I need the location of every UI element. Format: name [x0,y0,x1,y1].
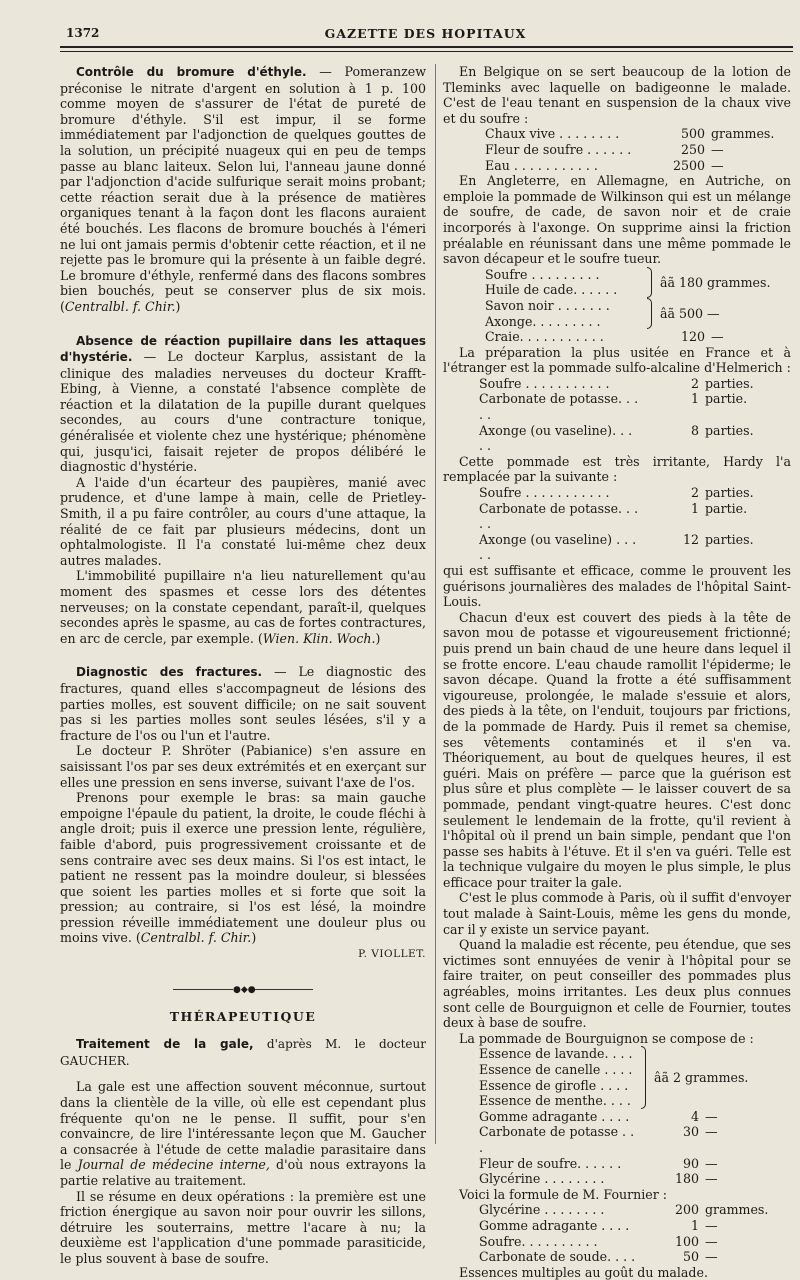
quantity: 2 [690,375,699,391]
unit: — [705,1124,718,1140]
ingredient: Axonge. . . . . . . . . [485,313,601,329]
citation: Journal de médecine interne, [77,1157,270,1173]
unit: grammes. [705,1202,769,1218]
paragraph: Le docteur P. Shröter (Pabianice) s'en assure en saisissant l'os par ses deux extrémités et en exerçant sur elles une pression en sens inverse, suivant l'axe de l'os. [60,743,426,790]
unit: — [705,1155,718,1171]
quantity: 12 [682,531,699,547]
article-title: Diagnostic des fractures. [76,665,263,680]
paragraph [60,568,426,646]
citation-close: ) [375,630,381,646]
unit: — [711,157,724,173]
ingredient: Chaux vive . . . . . . . . [485,126,620,142]
quantity: 100 [674,1233,699,1249]
ingredient: Soufre . . . . . . . . . . . [479,375,610,391]
formula-group [485,267,791,298]
quantity: 90 [682,1155,699,1171]
paragraph: Chacun d'eux est couvert des pieds à la tête de savon mou de potasse et vigoureusement frictionné; puis prend un bain chaud de une heure dans lequel il se frotte encore. L'eau chaude ramollit l'épiderme; le savon décape. Quand la frotte a été suffisamment vigoureuse, prolongée, le malade s'essuie et alors, des pieds à la tête, on l'enduit, toujours par frictions, de la pommade de Hardy. Puis il remet sa chemise, ses vêtements contaminés et il s'en va. Théoriquement, au bout de quelques heures, il est guéri. Mais on préfère — parce que la guérison est plus sûre et plus complète — le laisser couvert de sa pommade, pendant vingt-quatre heures. C'est donc seulement le lendemain de la frotte, qu'il revient à l'hôpital où il prend un bain simple, pendant que l'on passe ses habits à l'étuve. Et il s'en va guéri. Telle est la technique vulgaire du moyen le plus simple, le plus efficace pour traiter la gale. [443,609,791,890]
article-bromure [60,64,426,315]
formula-quantity: âã 180 grammes. [660,274,771,290]
header-rule-thin [60,51,793,52]
quantity: 200 [674,1202,699,1218]
formula-fournier [479,1202,768,1264]
formula-row [479,1249,768,1265]
paragraph: Essences multiples au goût du malade. [459,1264,708,1280]
ingredient: Carbonate de potasse. . . . . [479,391,639,423]
ingredient: Essence de lavande. . . . [479,1046,633,1062]
unit: — [705,1249,718,1265]
ingredient: Essence de girofle . . . . [479,1077,629,1093]
formula-group [485,298,791,329]
quantity: 180 [674,1171,699,1187]
article-text: — Pomeranzew préconise le nitrate d'argent en solution à 1 p. 100 comme moyen de s'assurer de l'état de pureté de bromure d'éthyle. S'il est impur, il se forme immédiatement par l'adjonction de quelques gouttes de la solution, un précipité nuageux qui en peu de temps passe au blanc laiteux. Selon lui, l'anneau jaune donné par l'adjonction d'acide sulfurique serait moins probant; cette réaction serait due à la présence de matières organiques tenant à la façon dont les flacons auraient été bouchés. Les flacons de bromure bouchés à l'émeri ne lui ont jamais permis d'obtenir cette réaction, et il ne rejette pas le bromure qui la présente à un faible degré. Le bromure d'éthyle, renfermé dans des flacons sombres bien bouchés, peut se conserver plus de six mois. ( [60,64,426,314]
ingredient: Soufre . . . . . . . . . [485,266,600,282]
quantity: 1 [690,1217,699,1233]
formula-group [479,1046,791,1108]
paragraph-text: La gale est une affection souvent méconnue, surtout dans la clientèle de la ville, où elle est cependant plus fréquente qu'on ne le pense. Il suffit, pour s'en convaincre, de lire l'intéressante leçon que M. Gaucher a consacrée à l'étude de cette maladie parasitaire dans le [60,1079,426,1173]
quantity: 1 [690,391,699,407]
formula-quantity: âã 2 grammes. [654,1069,749,1085]
formula-row [479,1156,718,1172]
quantity: 500 [680,126,705,142]
formula-row [479,1171,718,1187]
paragraph: Voici la formule de M. Fournier : [459,1186,668,1202]
article-text: — Le docteur Karplus, assistant de la clinique des maladies nerveuses du docteur Krafft-Ebing, à Vienne, a constaté l'absence complète de réaction et la dilatation de la pupille durant quelques secondes, au cours d'une contracture tonique, généralisée et violente chez une hystérique; phénomène qui, jusqu'ici, faisait rejeter de propos délibéré le diagnostic d'hystérie. [60,349,426,475]
formula-row [479,1202,768,1218]
ingredient: Craie. . . . . . . . . . . [485,329,604,345]
section-heading: THÉRAPEUTIQUE [169,1008,317,1024]
quantity: 1 [690,500,699,516]
ingredient: Soufre. . . . . . . . . . [479,1233,598,1249]
article-gale-title [60,1036,426,1069]
quantity: 30 [682,1124,699,1140]
article-title: Traitement de la gale, [76,1037,254,1052]
paragraph [60,1079,426,1188]
formula-row [479,1109,718,1125]
article-title: Absence de réaction pupillaire dans les attaques d'hystérie. [60,333,426,365]
unit: — [705,1108,718,1124]
formula-row [479,532,754,563]
paragraph: qui est suffisante et efficace, comme le prouvent les guérisons journalières des malades de l'hôpital Saint-Louis. [443,563,791,610]
article-text: — Le diagnostic des fractures, quand elles s'accompagneut de lésions des parties molles, est souvent difficile; on ne sait souvent pas si les parties molles sont seules lésées, s'il y a fracture de l'os ou l'un et l'autre. [60,664,426,743]
unit: parties. [705,485,754,501]
ingredient: Essence de menthe. . . . [479,1093,631,1109]
citation-close: ) [251,930,257,946]
citation: Centralbl. f. Chir. [64,298,176,314]
page-number: 1372 [66,26,100,40]
ingredient: Gomme adragante . . . . [479,1108,630,1124]
formula-tleminks [485,126,774,173]
ingredient: Carbonate de potasse . . . [479,1124,635,1155]
quantity: 120 [680,329,705,345]
formula-row [479,376,754,392]
column-divider [435,64,436,1144]
quantity: 8 [690,422,699,438]
paragraph-text: Prenons pour exemple le bras: sa main gauche empoigne l'épaule du patient, la droite, le coude fléchi à angle droit; puis il exerce une pression lente, régulière, faible d'abord, puis progressivement croissante et de sens contraire avec ses deux mains. Si l'os est intact, le patient ne ressent pas la moindre douleur, si blessées que soient les parties molles et si forte que soit la pression; au contraire, si l'os est lésé, la moindre pression réveille immédiatement une douleur plus ou moins vive. ( [60,790,426,946]
unit: parties. [705,422,754,438]
formula-row [479,485,754,501]
paragraph-text: d'où nous extrayons la partie relative au traitement. [60,1157,427,1188]
article-fractures [60,664,426,743]
formula-row [479,391,754,422]
ingredient: Essence de canelle . . . . [479,1062,633,1077]
article-title: Contrôle du bromure d'éthyle. [76,65,307,79]
unit: parties. [705,531,754,547]
formula-row [485,142,774,158]
formula-wilkinson [485,267,791,345]
formula-helmerich [479,376,754,454]
journal-title: GAZETTE DES HOPITAUX [324,26,527,41]
ingredient: Savon noir . . . . . . . [485,297,610,313]
quantity: 50 [682,1249,699,1265]
formula-quantity: âã 500 — [660,305,720,321]
quantity: 2500 [672,157,705,173]
paragraph: En Belgique on se sert beaucoup de la lotion de Tleminks avec laquelle on badigeonne le malade. C'est de l'eau tenant en suspension de la chaux vive et du soufre : [443,64,791,126]
quantity: 250 [680,141,705,157]
right-column [443,64,791,1280]
formula-row [479,1124,718,1155]
ingredient: Fleur de soufre . . . . . . [485,141,632,157]
formula-hardy [479,485,754,563]
ingredient: Gomme adragante . . . . [479,1217,630,1233]
unit: — [705,1217,718,1233]
paragraph: C'est le plus commode à Paris, où il suffit d'envoyer tout malade à Saint-Louis, même les gens du monde, car il y existe un service payant. [443,890,791,937]
formula-row [485,126,774,142]
paragraph: En Angleterre, en Allemagne, en Autriche, on emploie la pommade de Wilkinson qui est un mélange de soufre, de cade, de savon noir et de craie incorporés à l'axonge. On supprime ainsi la friction préalable en réunissant dans une même pommade le savon décapeur et le soufre tueur. [443,173,791,267]
paragraph: Quand la maladie est récente, peu étendue, que ses victimes sont ennuyées de venir à l'hôpital pour se faire traiter, on peut conseiller des pommades plus agréables, moins irritantes. Les deux plus connues sont celle de Bourguignon et celle de Fournier, toutes deux à base de soufre. [443,937,791,1031]
left-column [60,64,426,1267]
article-subtitle: d'après M. le docteur GAUCHER. [60,1037,426,1068]
paragraph: La préparation la plus usitée en France et à l'étranger est la pommade sulfo-alcaline d'Helmerich : [443,344,791,376]
formula-row [479,501,754,532]
unit: partie. [705,391,748,407]
paragraph [60,790,426,946]
ingredient: Glycérine . . . . . . . . [479,1171,605,1187]
section-ornament: ●◆● [173,985,313,995]
unit: parties. [705,375,754,391]
paragraph: Cette pommade est très irritante, Hardy l'a remplacée par la suivante : [443,453,791,485]
author-signature: P. VIOLLET. [358,948,426,961]
ingredient: Carbonate de potasse. . . . . [479,500,639,532]
formula-row [479,1234,768,1250]
quantity: 4 [690,1108,699,1124]
formula-bourguignon [479,1046,791,1186]
formula-row [485,158,774,174]
ingredient: Glycérine . . . . . . . . [479,1202,605,1218]
paragraph-text: L'immobilité pupillaire n'a lieu naturellement qu'au moment des spasmes et cesse lors des détentes nerveuses; on la constate cependant, paraît-il, quelques secondes après le spasme, au cas de fortes contractures, en arc de cercle, par exemple. ( [60,568,426,646]
ingredient: Carbonate de soude. . . . [479,1249,636,1265]
citation: Centralbl. f. Chir. [140,930,252,946]
paragraph: A l'aide d'un écarteur des paupières, manié avec prudence, et d'une lampe à main, celle de Prietley-Smith, il a pu faire contrôler, au cours d'une attaque, la réalité de ce fait par plusieurs médecins, dont un ophtalmologiste. Il l'a constaté lui-même chez deux autres malades. [60,474,426,568]
article-pupillaire [60,333,426,475]
ingredient: Axonge (ou vaseline). . . . . [479,422,633,454]
ingredient: Fleur de soufre. . . . . . [479,1155,622,1171]
header-rule-thick [60,46,793,48]
unit: — [711,329,724,345]
unit: — [705,1233,718,1249]
citation-close: ) [175,298,181,314]
paragraph: La pommade de Bourguignon se compose de : [459,1030,754,1046]
ingredient: Eau . . . . . . . . . . . [485,157,598,173]
page-header [58,24,793,44]
ingredient: Axonge (ou vaseline) . . . . . [479,531,637,563]
formula-row [485,329,724,345]
quantity: 2 [690,485,699,501]
unit: grammes. [711,126,775,142]
formula-row [479,1218,768,1234]
paragraph: Il se résume en deux opérations : la première est une friction énergique au savon noir pour ouvrir les sillons, détruire les souterrains, mettre l'acare à nu; la deuxième est l'application d'une pommade parasiticide, le plus souvent à base de soufre. [60,1188,426,1266]
ingredient: Soufre . . . . . . . . . . . [479,485,610,501]
citation: Wien. Klin. Woch. [262,630,376,646]
formula-row [479,423,754,454]
unit: — [711,141,724,157]
unit: partie. [705,500,748,516]
ingredient: Huile de cade. . . . . . [485,282,618,298]
unit: — [705,1171,718,1187]
